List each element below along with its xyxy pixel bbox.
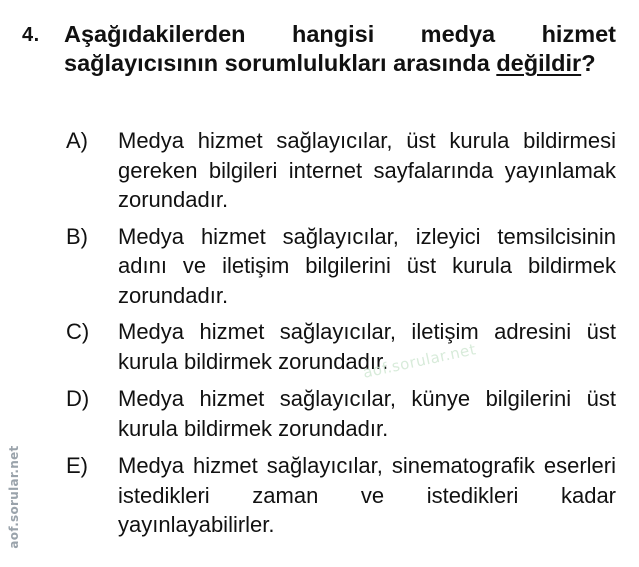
option-b-letter: B) [66, 223, 88, 249]
option-e[interactable] [66, 451, 616, 540]
question-mark: ? [581, 50, 596, 76]
option-d-letter: D) [66, 386, 90, 411]
question-text [64, 20, 616, 78]
option-e-text: Medya hizmet sağlayıcılar, sinematografik eserleri istedikleri zaman ve istedikleri kadar yayınlayabilirler. [118, 453, 616, 537]
answer-options [66, 126, 616, 540]
watermark-side: aof.sorular.net [7, 445, 21, 549]
option-c-letter: C) [66, 319, 90, 344]
option-a[interactable] [66, 126, 616, 215]
question-number: 4. [22, 24, 40, 46]
question-emphasis: değildir [496, 50, 582, 76]
option-d-text: Medya hizmet sağlayıcılar, künye bilgilerini üst kurula bildirmek zorundadır. [118, 386, 616, 441]
option-b-text: Medya hizmet sağlayıcılar, izleyici temsilcisinin adını ve iletişim bilgilerini üst kurula bildirmek zorundadır. [118, 223, 616, 308]
option-a-letter: A) [66, 128, 88, 153]
option-b[interactable] [66, 222, 616, 311]
option-e-letter: E) [66, 453, 88, 478]
watermark-center: aof.sorular.net [361, 340, 478, 382]
option-d[interactable] [66, 384, 616, 443]
question-stem: Aşağıdakilerden hangisi medya hizmet sağlayıcısının sorumlulukları arasında [64, 21, 616, 76]
option-c[interactable] [66, 317, 616, 376]
option-c-text: Medya hizmet sağlayıcılar, iletişim adresini üst kurula bildirmek zorundadır. [118, 319, 616, 374]
option-a-text: Medya hizmet sağlayıcılar, üst kurula bildirmesi gereken bilgileri internet sayfalarında yayınlamak zorundadır. [118, 128, 616, 212]
